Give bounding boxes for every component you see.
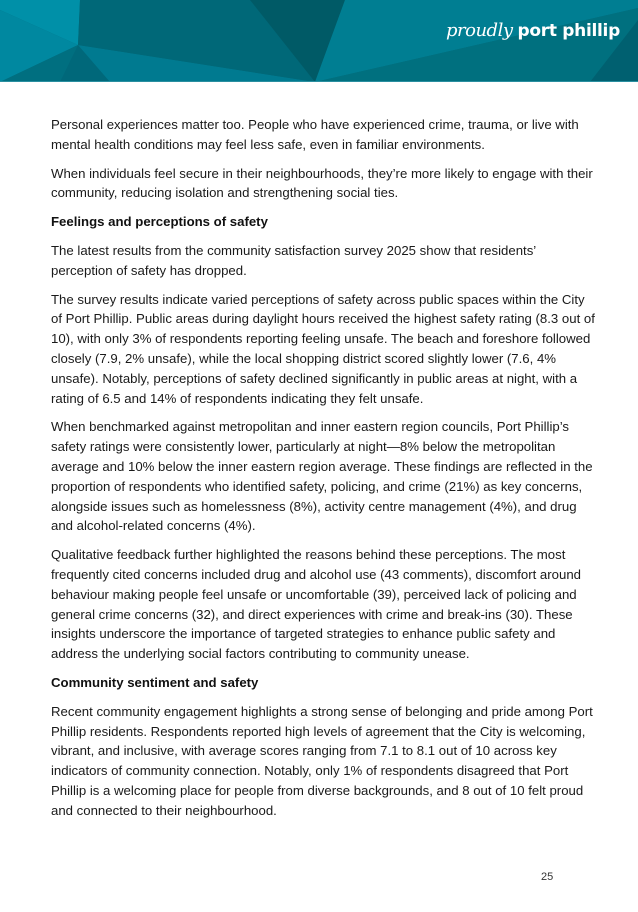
- section-heading-community-sentiment: Community sentiment and safety: [51, 674, 259, 690]
- section1-paragraph-3: When benchmarked against metropolitan and inner eastern region councils, Port Phillip’s safety ratings were consistently lower, particularly at night—8% below the metropolitan average and 10% below the inner eastern region average. These findings are reflected in the proportion of respondents who identified safety, policing, and crime (21%) as key concerns, alongside issues such as homelessness (8%), activity centre management (4%), and drug and alcohol-related concerns (4%).: [51, 419, 593, 534]
- intro-paragraph-1: Personal experiences matter too. People who have experienced crime, trauma, or live with mental health conditions may feel less safe, even in familiar environments.: [51, 117, 579, 152]
- logo-bold-text: port phillip: [517, 21, 620, 41]
- logo-script-text: proudly: [446, 20, 513, 41]
- document-body: [51, 115, 596, 830]
- page-number: 25: [541, 871, 554, 883]
- section1-paragraph-4: Qualitative feedback further highlighted the reasons behind these perceptions. The most frequently cited concerns included drug and alcohol use (43 comments), discomfort around behaviour making people feel unsafe or uncomfortable (39), perceived lack of policing and general crime concerns (32), and direct experiences with crime and break-ins (30). These insights underscore the importance of targeted strategies to enhance public safety and address the underlying social factors contributing to community unease.: [51, 547, 581, 662]
- section1-paragraph-1: The latest results from the community satisfaction survey 2025 show that residents’ perception of safety has dropped.: [51, 242, 536, 278]
- intro-paragraph-2: When individuals feel secure in their neighbourhoods, they’re more likely to engage with their community, reducing isolation and strengthening social ties.: [51, 165, 593, 201]
- geometric-banner-graphic: [0, 0, 638, 82]
- page-header-banner: [0, 0, 638, 82]
- section1-paragraph-2: The survey results indicate varied perceptions of safety across public spaces within the City of Port Phillip. Public areas during daylight hours received the highest safety rating (8.3 out of 10), with only 3% of respondents reporting feeling unsafe. The beach and foreshore followed closely (7.9, 2% unsafe), while the local shopping district scored slightly lower (7.6, 4% unsafe). Notably, perceptions of safety declined significantly in public areas at night, with a rating of 6.5 and 14% of respondents indicating they felt unsafe.: [51, 291, 595, 406]
- header-divider: [0, 81, 638, 82]
- proudly-port-phillip-logo: [446, 20, 620, 41]
- section2-paragraph-1: Recent community engagement highlights a strong sense of belonging and pride among Port Phillip residents. Respondents reported high levels of agreement that the City is welcoming, vibrant, and inclusive, with average scores ranging from 7.1 to 8.1 out of 10 across key indicators of community connection. Notably, only 1% of respondents disagreed that Port Phillip is a welcoming place for people from diverse backgrounds, and 8 out of 10 felt proud and connected to their neighbourhood.: [51, 703, 593, 818]
- section-heading-feelings-perceptions: Feelings and perceptions of safety: [51, 214, 268, 230]
